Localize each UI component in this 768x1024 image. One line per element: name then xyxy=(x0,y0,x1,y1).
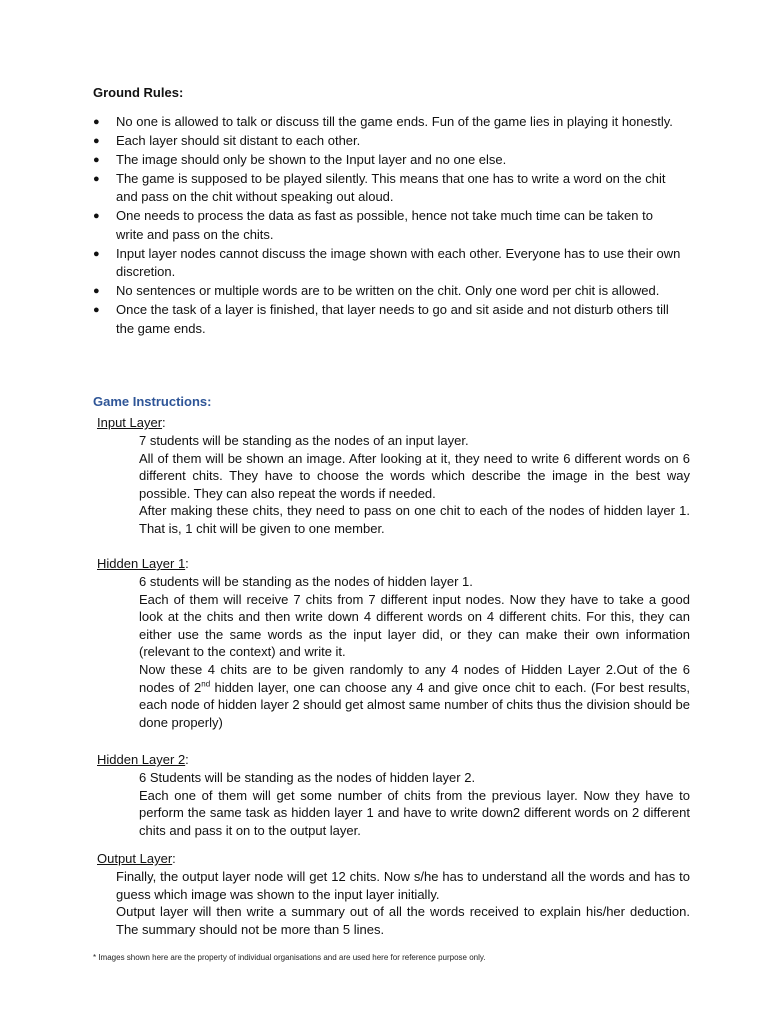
hidden-layer-1-title: Hidden Layer 1: xyxy=(97,556,189,571)
rule-item: ● Each layer should sit distant to each other. xyxy=(93,132,683,150)
output-layer-section xyxy=(97,850,690,938)
output-layer-paragraph: Finally, the output layer node will get 12 chits. Now s/he has to understand all the words and has to guess which image was shown to the input layer initially. xyxy=(116,869,690,902)
rule-item: ● Once the task of a layer is finished, that layer needs to go and sit aside and not disturb others till the game ends. xyxy=(93,302,669,336)
input-layer-title: Input Layer: xyxy=(97,415,166,430)
bullet-icon: ● xyxy=(93,173,100,185)
rule-item: ● No one is allowed to talk or discuss till the game ends. Fun of the game lies in playing it honestly. xyxy=(93,113,683,131)
rule-item: ● No sentences or multiple words are to be written on the chit. Only one word per chit is allowed. xyxy=(93,282,683,300)
bullet-icon: ● xyxy=(93,285,100,298)
rule-item: ● Input layer nodes cannot discuss the image shown with each other. Everyone has to use their own discretion. xyxy=(93,245,681,280)
bullet-icon: ● xyxy=(93,135,100,147)
ground-rules-heading: Ground Rules: xyxy=(93,85,184,100)
bullet-icon: ● xyxy=(93,210,100,223)
input-layer-paragraph: All of them will be shown an image. After looking at it, they need to write 6 different words on 6 different chits. They have to choose the words which describe the image in the best way possible. They can also repeat the words if needed. xyxy=(139,450,690,501)
output-layer-paragraph: Output layer will then write a summary out of all the words received to explain his/her deduction. The summary should not be more than 5 lines. xyxy=(116,904,690,937)
hidden-layer-2-paragraph: 6 Students will be standing as the nodes of hidden layer 2. xyxy=(139,770,476,785)
bullet-icon: ● xyxy=(93,116,100,128)
rule-item: ● One needs to process the data as fast as possible, hence not take much time can be taken to write and pass on the chits. xyxy=(93,208,653,242)
hidden-layer-2-section xyxy=(97,751,690,839)
output-layer-title: Output Layer: xyxy=(97,851,176,866)
hidden-layer-1-paragraph: 6 students will be standing as the nodes of hidden layer 1. xyxy=(139,574,473,589)
hidden-layer-1-paragraph: Now these 4 chits are to be given randomly to any 4 nodes of Hidden Layer 2.Out of the 6 nodes of 2nd hidden layer, one can choose any 4 and give once chit to each. (For best results, each node of hidden layer 2 should get almost same number of chits thus the division should be done properly) xyxy=(139,661,691,730)
footnote: * Images shown here are the property of individual organisations and are used here for reference purpose only. xyxy=(93,953,486,962)
rule-item: ● The image should only be shown to the Input layer and no one else. xyxy=(93,151,683,169)
hidden-layer-2-title: Hidden Layer 2: xyxy=(97,752,189,767)
hidden-layer-1-section xyxy=(97,555,690,731)
game-instructions-heading: Game Instructions: xyxy=(93,394,212,409)
hidden-layer-1-paragraph: Each of them will receive 7 chits from 7 different input nodes. Now they have to take a good look at the chits and then write down 4 different words on 4 different chits. For this, they can either use the same words as the input layer did, or they can make their own information (relevant to the context) and write it. xyxy=(139,591,690,660)
bullet-icon: ● xyxy=(93,247,100,260)
bullet-icon: ● xyxy=(93,154,100,166)
bullet-icon: ● xyxy=(93,304,100,317)
rule-item: ● The game is supposed to be played silently. This means that one has to write a word on the chit and pass on the chit without speaking out aloud. xyxy=(93,171,666,205)
ground-rules-list xyxy=(93,113,683,339)
input-layer-section xyxy=(97,414,690,538)
hidden-layer-2-paragraph: Each one of them will get some number of chits from the previous layer. Now they have to perform the same task as hidden layer 1 and have to write down2 different words on 2 different chits and pass it on to the output layer. xyxy=(139,787,690,838)
input-layer-paragraph: 7 students will be standing as the nodes of an input layer. xyxy=(139,433,469,448)
input-layer-paragraph: After making these chits, they need to pass on one chit to each of the nodes of hidden layer 1. That is, 1 chit will be given to one member. xyxy=(139,503,690,536)
